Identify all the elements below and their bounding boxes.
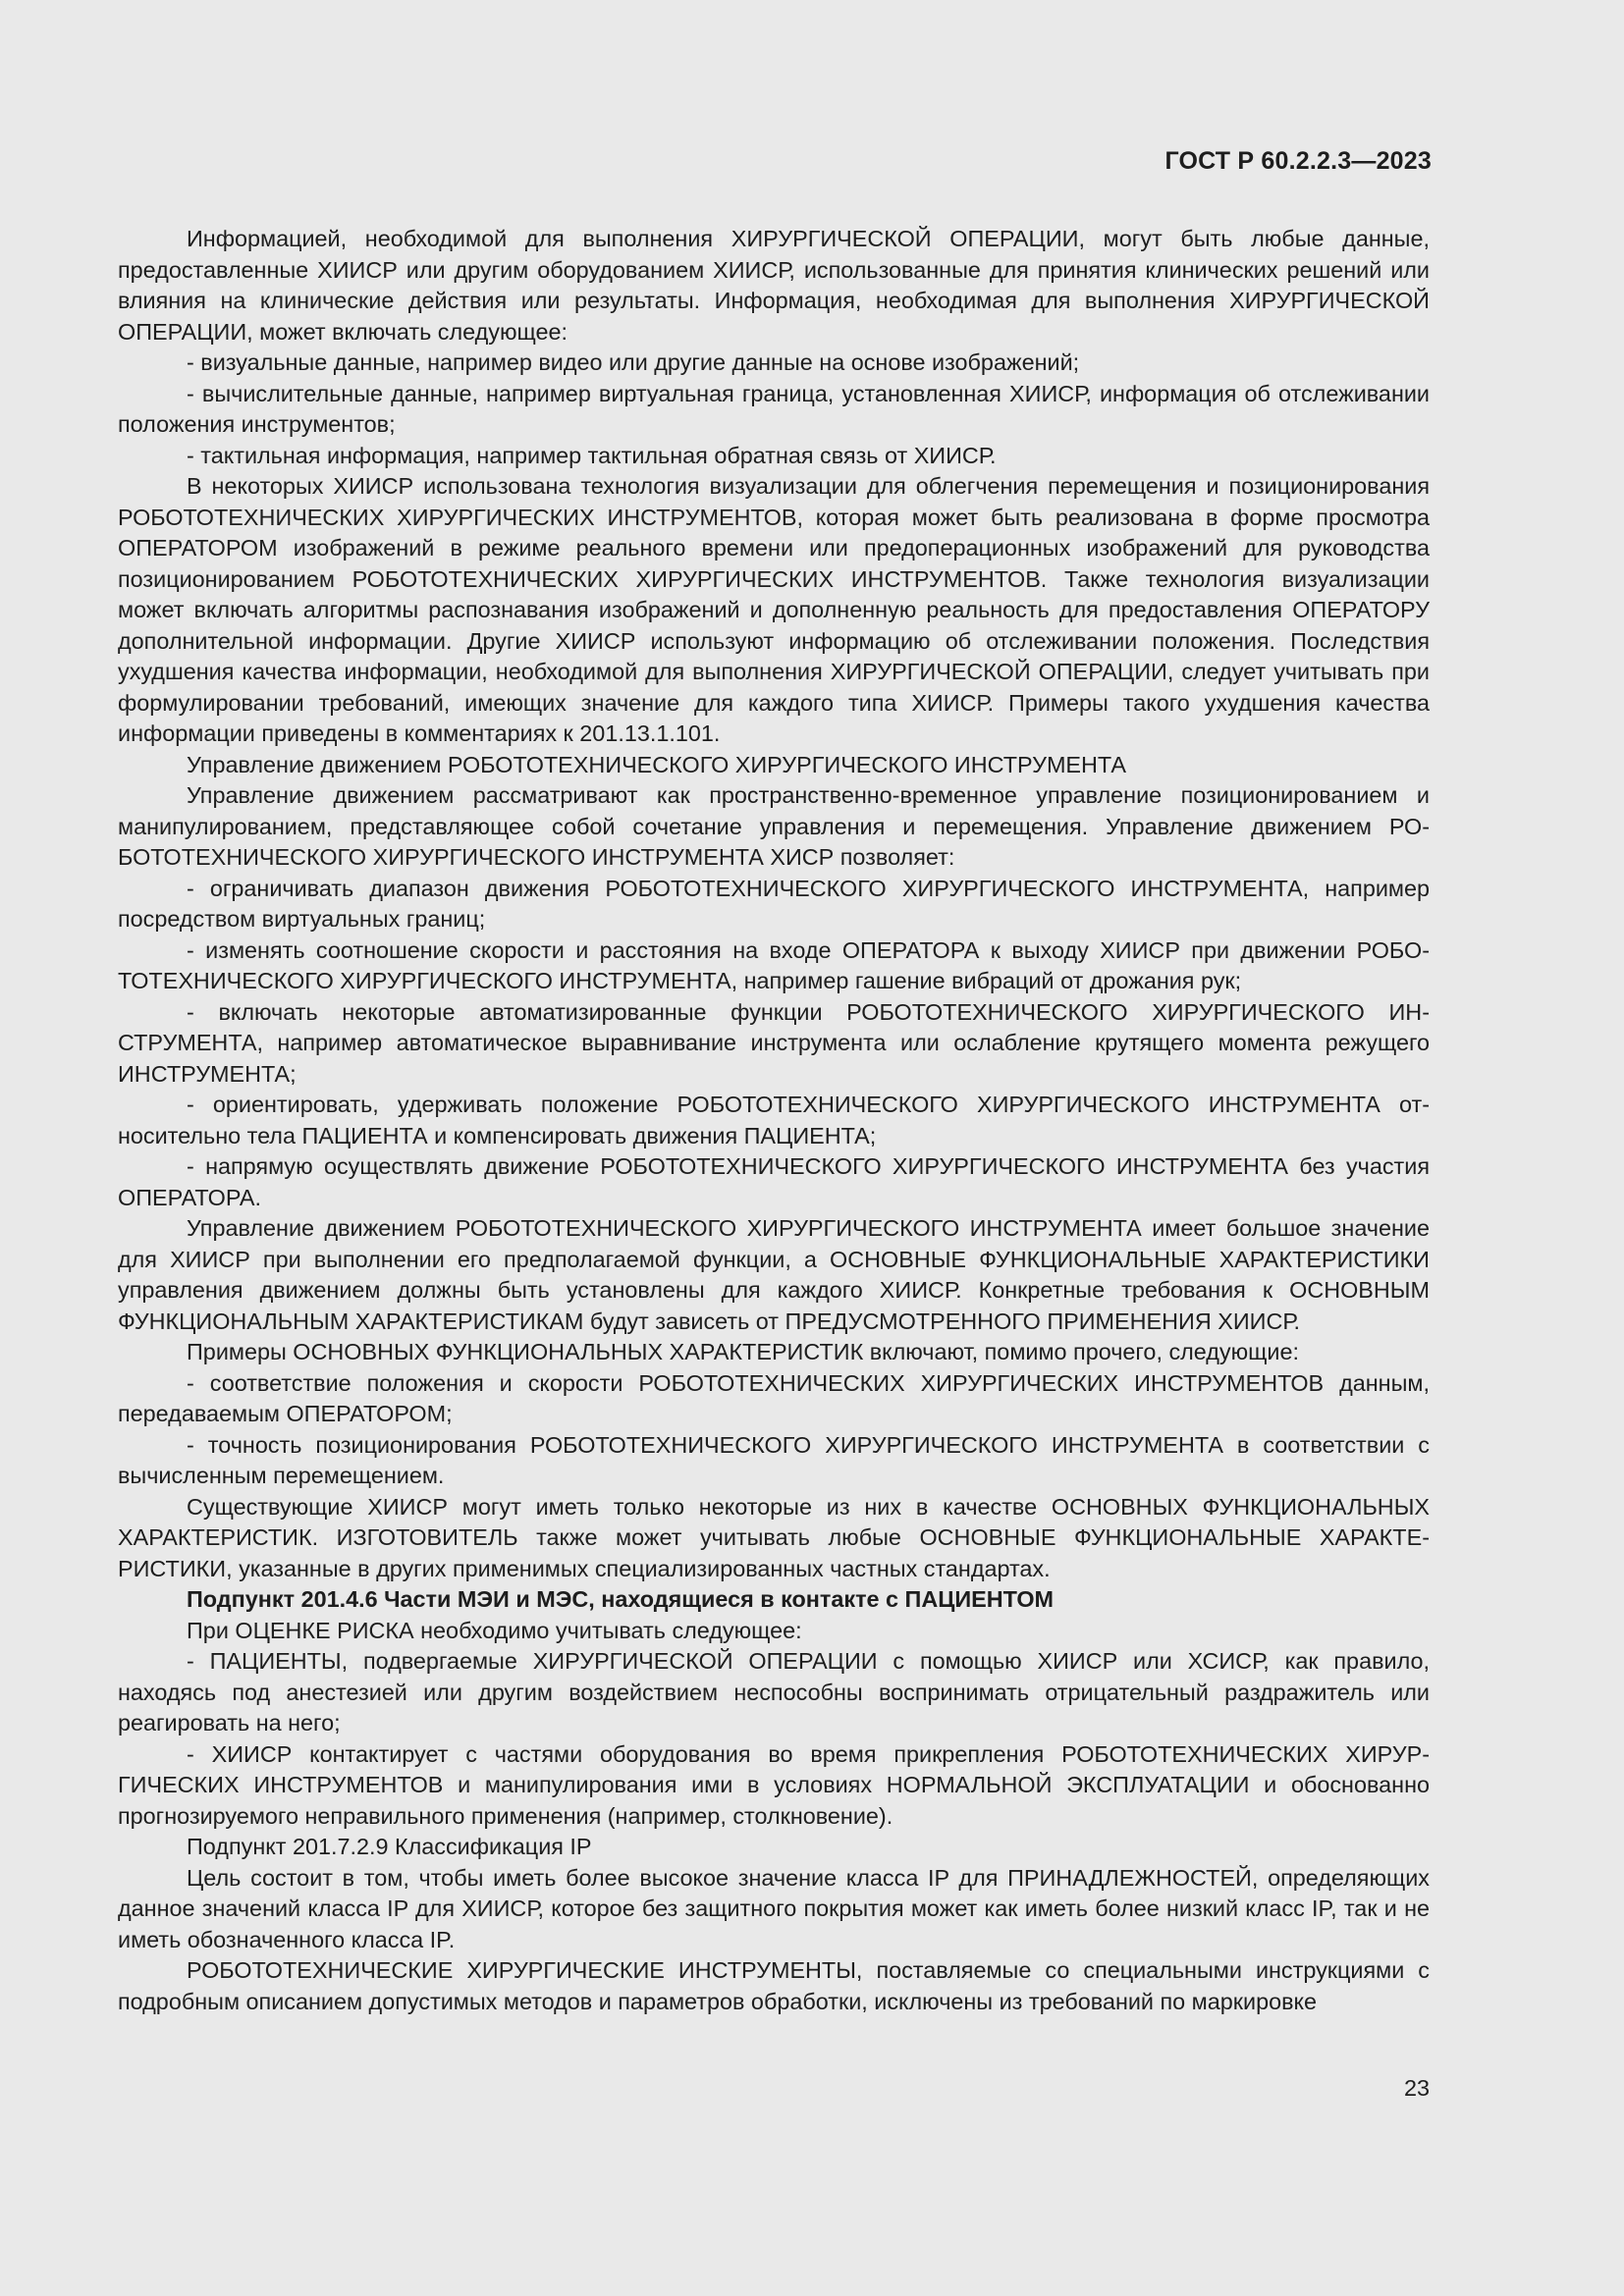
paragraph: Примеры ОСНОВНЫХ ФУНКЦИОНАЛЬНЫХ ХАРАКТЕРИСТИК включают, помимо прочего, следующие: [187, 1339, 1299, 1364]
paragraph: Управление движением рассматривают как пространственно-временное управление позиционированием и манипулированием, представляющее собой сочетание управления и перемещения. Управление движением РОБОТОТЕХНИЧЕСКОГО ХИРУРГИЧЕСКОГО ИНСТРУМЕНТА ХИСР позволяет: [118, 782, 1430, 870]
paragraph: РОБОТОТЕХНИЧЕСКИЕ ХИРУРГИЧЕСКИЕ ИНСТРУМЕНТЫ, поставляемые со специальными инструкциями с подробным описанием допустимых методов и параметров обработки, исключены из требований по маркировке [118, 1957, 1430, 2014]
paragraph: - ПАЦИЕНТЫ, подвергаемые ХИРУРГИЧЕСКОЙ ОПЕРАЦИИ с помощью ХИИСР или ХСИСР, как правило, находясь под анестезией или другим воздействием неспособны воспринимать отрицательный раздражитель или реагировать на него; [118, 1648, 1430, 1735]
page-number: 23 [1403, 2075, 1430, 2101]
paragraph: Цель состоит в том, чтобы иметь более высокое значение класса IP для ПРИНАДЛЕЖНОСТЕЙ, определяющих данное значений класса IP для ХИИСР, которое без защитного покрытия может как иметь более низкий класс IP, так и не иметь обозначенного класса IP. [118, 1864, 1430, 1952]
paragraph: - напрямую осуществлять движение РОБОТОТЕХНИЧЕСКОГО ХИРУРГИЧЕСКОГО ИНСТРУМЕНТА без участия ОПЕРАТОРА. [118, 1153, 1430, 1210]
section-heading: Подпункт 201.4.6 Части МЭИ и МЭС, находящиеся в контакте с ПАЦИЕНТОМ [187, 1586, 1055, 1612]
paragraph: - ХИИСР контактирует с частями оборудования во время прикрепления РОБОТОТЕХНИЧЕСКИХ ХИРУРГИЧЕСКИХ ИНСТРУМЕНТОВ и манипулирования ими в условиях НОРМАЛЬНОЙ ЭКСПЛУАТАЦИИ и обоснованно прогнозируемого неправильного применения (например, столкновение). [118, 1740, 1430, 1829]
paragraph: Управление движением РОБОТОТЕХНИЧЕСКОГО ХИРУРГИЧЕСКОГО ИНСТРУМЕНТА [187, 751, 1127, 777]
paragraph: - визуальные данные, например видео или другие данные на основе изображений; [187, 349, 1080, 375]
paragraph: В некоторых ХИИСР использована технология визуализации для облегчения перемещения и позиционирования РОБОТОТЕХНИЧЕСКИХ ХИРУРГИЧЕСКИХ ИНСТРУМЕНТОВ, которая может быть реализована в форме просмотра ОПЕРАТОРОМ изображений в режиме реального времени или предоперационных изображений для руководства позиционированием РОБОТОТЕХНИЧЕСКИХ ХИРУРГИЧЕСКИХ ИНСТРУМЕНТОВ. Также технология визуализации может включать алгоритмы распознавания изображений и дополненную реальность для предоставления ОПЕРАТОРУ дополнительной информации. Другие ХИИСР используют информацию об отслеживании положения. Последствия ухудшения качества информации, необходимой для выполнения ХИРУРГИЧЕСКОЙ ОПЕРАЦИИ, следует учитывать при формулировании требований, имеющих значение для каждого типа ХИИСР. Примеры такого ухудшения качества информации приведены в комментариях к 201.13.1.101. [118, 473, 1430, 746]
paragraph: - ограничивать диапазон движения РОБОТОТЕХНИЧЕСКОГО ХИРУРГИЧЕСКОГО ИНСТРУМЕНТА, например посредством виртуальных границ; [118, 875, 1430, 932]
paragraph: - вычислительные данные, например виртуальная граница, установленная ХИИСР, информация об отслеживании положения инструментов; [118, 380, 1430, 437]
paragraph: - изменять соотношение скорости и расстояния на входе ОПЕРАТОРА к выходу ХИИСР при движении РОБОТОТЕХНИЧЕСКОГО ХИРУРГИЧЕСКОГО ИНСТРУМЕНТА, например гашение вибраций от дрожания рук; [118, 936, 1430, 993]
document-code-header: ГОСТ Р 60.2.2.3—2023 [1164, 147, 1432, 175]
paragraph: - соответствие положения и скорости РОБОТОТЕХНИЧЕСКИХ ХИРУРГИЧЕСКИХ ИНСТРУМЕНТОВ данным, передаваемым ОПЕРАТОРОМ; [118, 1369, 1430, 1426]
paragraph: - ориентировать, удерживать положение РОБОТОТЕХНИЧЕСКОГО ХИРУРГИЧЕСКОГО ИНСТРУМЕНТА относительно тела ПАЦИЕНТА и компенсировать движения ПАЦИЕНТА; [118, 1092, 1430, 1148]
paragraph: При ОЦЕНКЕ РИСКА необходимо учитывать следующее: [187, 1617, 802, 1643]
paragraph: Управление движением РОБОТОТЕХНИЧЕСКОГО ХИРУРГИЧЕСКОГО ИНСТРУМЕНТА имеет большое значение для ХИИСР при выполнении его предполагаемой функции, а ОСНОВНЫЕ ФУНКЦИОНАЛЬНЫЕ ХАРАКТЕРИСТИКИ управления движением должны быть установлены для каждого ХИИСР. Конкретные требования к ОСНОВНЫМ ФУНКЦИОНАЛЬНЫМ ХАРАКТЕРИСТИКАМ будут зависеть от ПРЕДУСМОТРЕННОГО ПРИМЕНЕНИЯ ХИИСР. [118, 1215, 1430, 1334]
paragraph: - тактильная информация, например тактильная обратная связь от ХИИСР. [187, 442, 997, 468]
document-body [118, 224, 1430, 2017]
paragraph: Существующие ХИИСР могут иметь только некоторые из них в качестве ОСНОВНЫХ ФУНКЦИОНАЛЬНЫХ ХАРАКТЕРИСТИК. ИЗГОТОВИТЕЛЬ также может учитывать любые ОСНОВНЫЕ ФУНКЦИОНАЛЬНЫЕ ХАРАКТЕРИСТИКИ, указанные в других применимых специализированных частных стандартах. [118, 1493, 1430, 1581]
paragraph: Информацией, необходимой для выполнения ХИРУРГИЧЕСКОЙ ОПЕРАЦИИ, могут быть любые данные, предоставленные ХИИСР или другим оборудованием ХИИСР, использованные для принятия клинических решений или влияния на клинические действия или результаты. Информация, необходимая для выполнения ХИРУРГИЧЕСКОЙ ОПЕРАЦИИ, может включать следующее: [118, 226, 1430, 345]
paragraph: - точность позиционирования РОБОТОТЕХНИЧЕСКОГО ХИРУРГИЧЕСКОГО ИНСТРУМЕНТА в соответствии с вычисленным перемещением. [118, 1431, 1430, 1488]
paragraph: - включать некоторые автоматизированные функции РОБОТОТЕХНИЧЕСКОГО ХИРУРГИЧЕСКОГО ИНСТРУМЕНТА, например автоматическое выравнивание инструмента или ослабление крутящего момента режущего ИНСТРУМЕНТА; [118, 998, 1430, 1087]
paragraph: Подпункт 201.7.2.9 Классификация IP [187, 1834, 592, 1859]
